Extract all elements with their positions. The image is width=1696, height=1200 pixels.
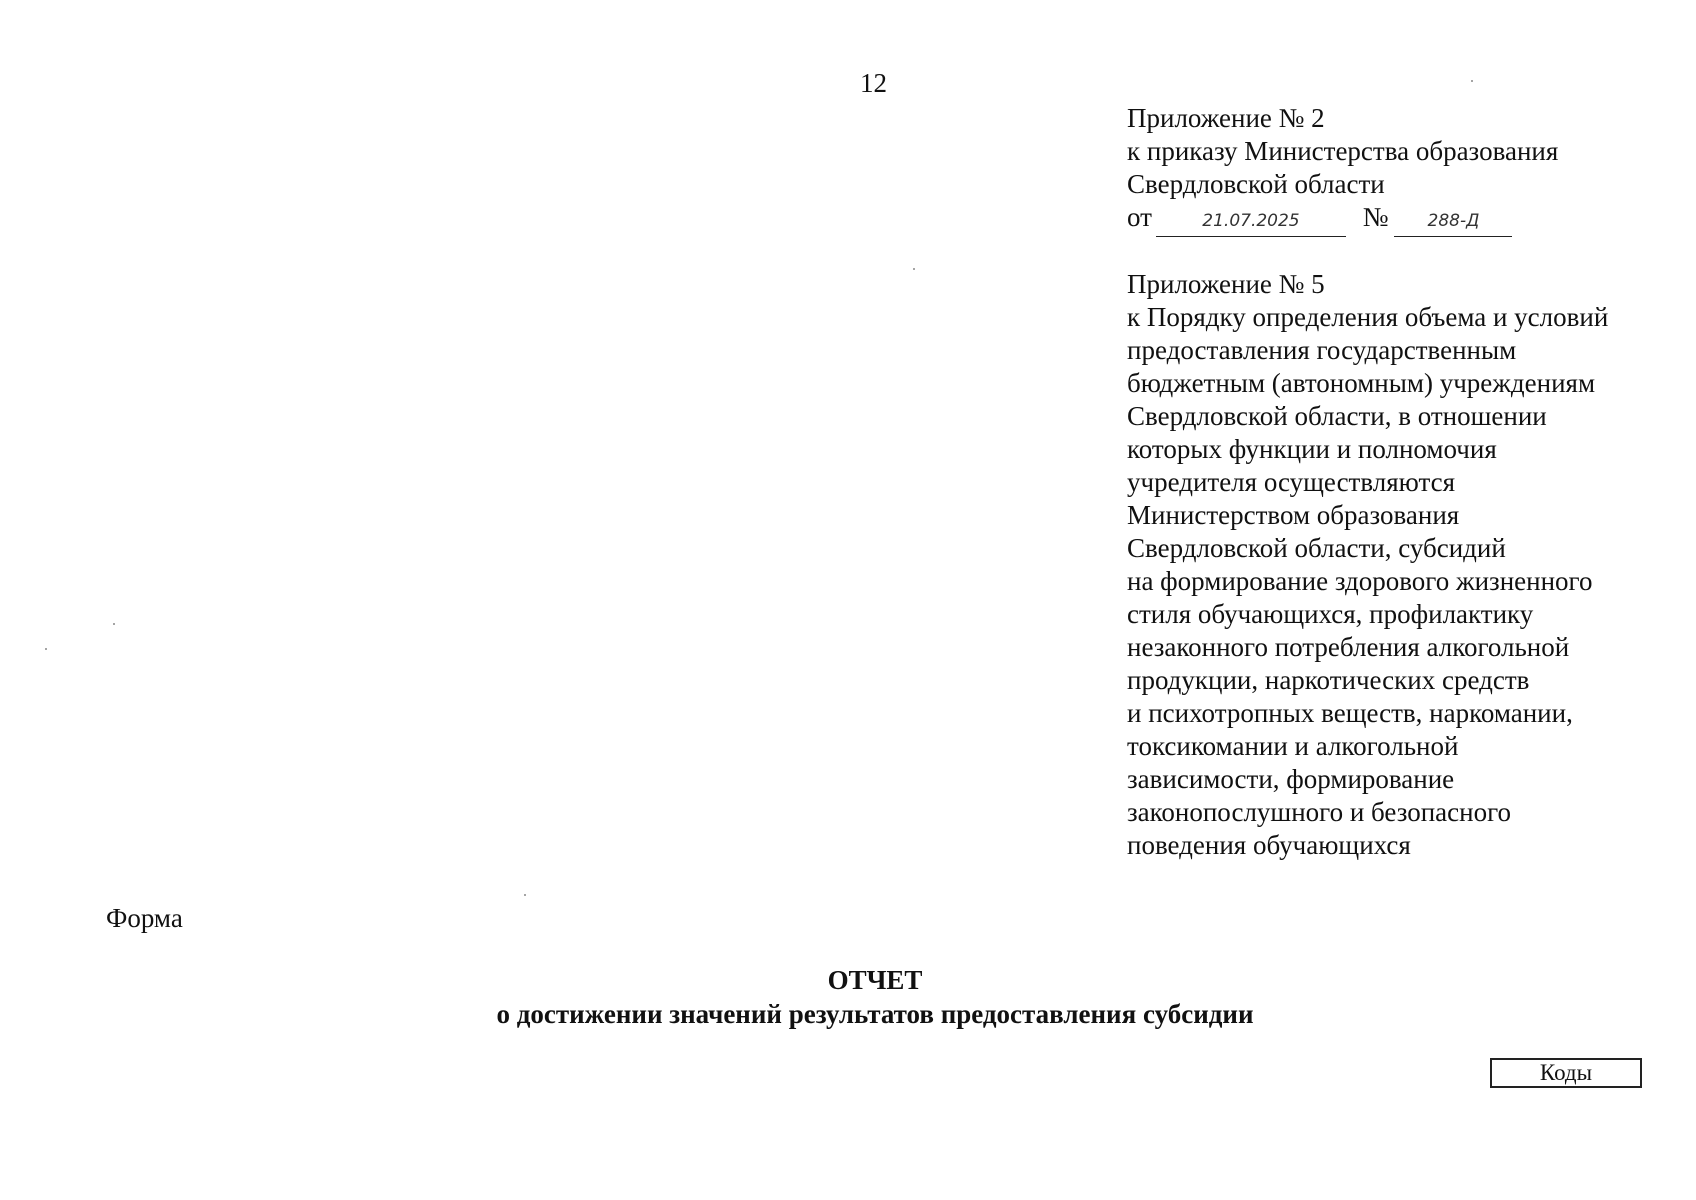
handwritten-order-number: 288-Д bbox=[1394, 210, 1512, 237]
annex-line: токсикомании и алкогольной bbox=[1127, 731, 1459, 761]
number-sign: № bbox=[1362, 202, 1389, 232]
scan-speck bbox=[113, 623, 115, 625]
annex-line: Свердловской области, субсидий bbox=[1127, 533, 1506, 563]
annex-line: Свердловской области bbox=[1127, 169, 1385, 199]
annex-line: учредителя осуществляются bbox=[1127, 467, 1455, 497]
annex-line: поведения обучающихся bbox=[1127, 830, 1411, 860]
annex-line: законопослушного и безопасного bbox=[1127, 797, 1511, 827]
annex-line: продукции, наркотических средств bbox=[1127, 665, 1530, 695]
order-date-number-line bbox=[1127, 201, 1558, 237]
page-number: 12 bbox=[860, 68, 887, 98]
scan-speck bbox=[524, 894, 526, 896]
annex-line: к приказу Министерства образования bbox=[1127, 136, 1559, 166]
annex-line: стиля обучающихся, профилактику bbox=[1127, 599, 1534, 629]
annex-line: и психотропных веществ, наркомании, bbox=[1127, 698, 1573, 728]
handwritten-date: 21.07.2025 bbox=[1156, 210, 1346, 237]
annex-line: Министерством образования bbox=[1127, 500, 1460, 530]
scan-speck bbox=[913, 268, 915, 270]
date-prefix: от bbox=[1127, 202, 1152, 232]
codes-header-cell: Коды bbox=[1490, 1058, 1642, 1088]
form-label: Форма bbox=[106, 903, 183, 933]
annex-line: которых функции и полномочия bbox=[1127, 434, 1497, 464]
report-title: ОТЧЕТ bbox=[827, 965, 923, 995]
annex-line: бюджетным (автономным) учреждениям bbox=[1127, 368, 1596, 398]
annex-line: предоставления государственным bbox=[1127, 335, 1517, 365]
annex-line: Приложение № 5 bbox=[1127, 269, 1325, 299]
scan-speck bbox=[1471, 80, 1473, 82]
scan-speck bbox=[45, 648, 47, 650]
annex-line: незаконного потребления алкогольной bbox=[1127, 632, 1570, 662]
annex-line: Приложение № 2 bbox=[1127, 103, 1325, 133]
annex-line: Свердловской области, в отношении bbox=[1127, 401, 1547, 431]
annex-line: на формирование здорового жизненного bbox=[1127, 566, 1593, 596]
annex-line: к Порядку определения объема и условий bbox=[1127, 302, 1609, 332]
annex-5-header bbox=[1127, 268, 1608, 862]
annex-line: зависимости, формирование bbox=[1127, 764, 1455, 794]
report-subtitle: о достижении значений результатов предоставления субсидии bbox=[496, 999, 1254, 1029]
annex-2-header bbox=[1127, 102, 1558, 237]
